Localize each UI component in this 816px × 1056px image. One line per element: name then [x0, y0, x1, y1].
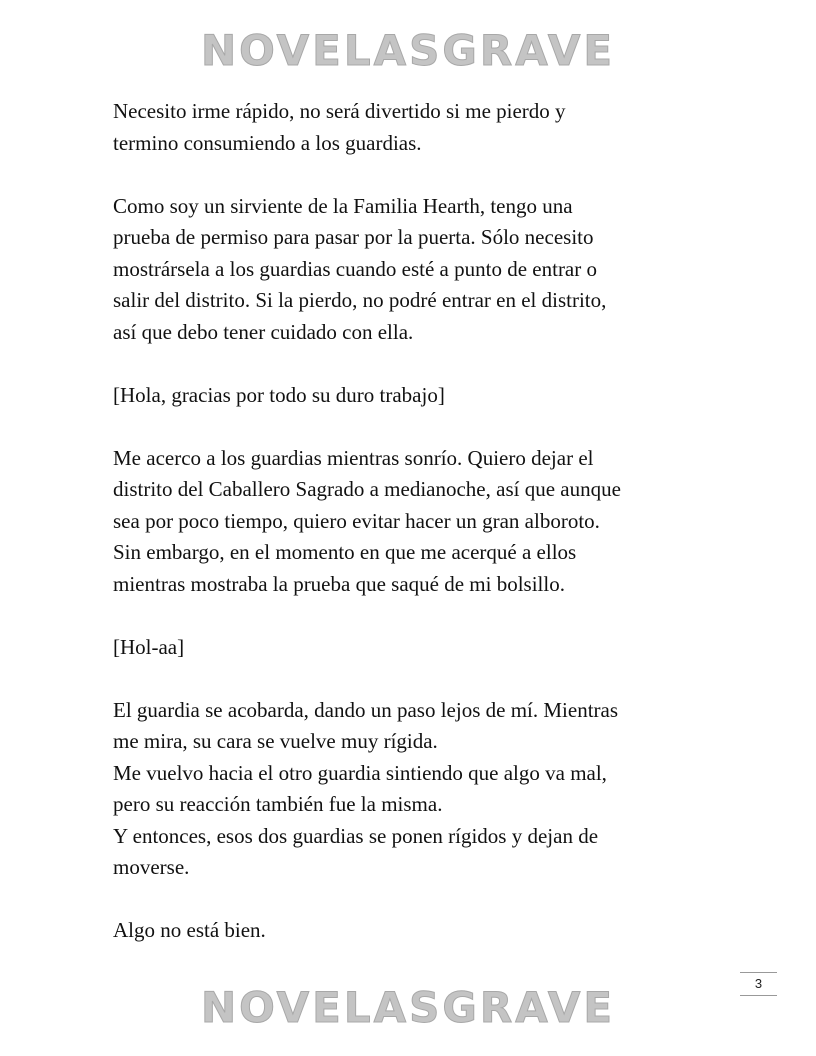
text-line: me mira, su cara se vuelve muy rígida.	[113, 729, 438, 753]
text-line: termino consumiendo a los guardias.	[113, 130, 422, 155]
paragraph-6	[113, 695, 713, 884]
text-line: Sin embargo, en el momento en que me acerqué a ellos	[113, 540, 577, 564]
text-line: distrito del Caballero Sagrado a medianoche, así que aunque	[113, 477, 621, 501]
text-line: salir del distrito. Si la pierdo, no podré entrar en el distrito,	[113, 288, 607, 312]
text-line: Me acerco a los guardias mientras sonrío. Quiero dejar el	[113, 445, 594, 470]
watermark-top-logo: NOVELASGRAVE	[200, 26, 616, 75]
paragraph-7	[113, 915, 713, 947]
text-line: sea por poco tiempo, quiero evitar hacer un gran alboroto.	[113, 508, 600, 533]
paragraph-4	[113, 443, 713, 601]
text-line: [Hola, gracias por todo su duro trabajo]	[113, 382, 445, 407]
text-line: pero su reacción también fue la misma.	[113, 792, 443, 816]
text-line: [Hol-aa]	[113, 634, 185, 659]
text-line: moverse.	[113, 855, 190, 879]
text-line: prueba de permiso para pasar por la puerta. Sólo necesito	[113, 225, 594, 249]
watermark-bottom-logo: NOVELASGRAVE	[200, 983, 616, 1032]
paragraph-1	[113, 96, 713, 159]
text-line: Y entonces, esos dos guardias se ponen rígidos y dejan de	[113, 823, 599, 848]
text-line: mientras mostraba la prueba que saqué de mi bolsillo.	[113, 571, 565, 596]
paragraph-2	[113, 191, 713, 349]
page-body-text	[113, 96, 713, 947]
paragraph-3	[113, 380, 713, 412]
text-line: así que debo tener cuidado con ella.	[113, 319, 414, 344]
text-line: Algo no está bien.	[113, 918, 266, 942]
page-number: 3	[740, 972, 777, 996]
text-line: Como soy un sirviente de la Familia Hearth, tengo una	[113, 193, 573, 218]
text-line: El guardia se acobarda, dando un paso lejos de mí. Mientras	[113, 697, 619, 722]
text-line: Necesito irme rápido, no será divertido si me pierdo y	[113, 99, 566, 123]
text-line: Me vuelvo hacia el otro guardia sintiendo que algo va mal,	[113, 760, 607, 785]
paragraph-5	[113, 632, 713, 664]
text-line: mostrársela a los guardias cuando esté a punto de entrar o	[113, 256, 597, 281]
